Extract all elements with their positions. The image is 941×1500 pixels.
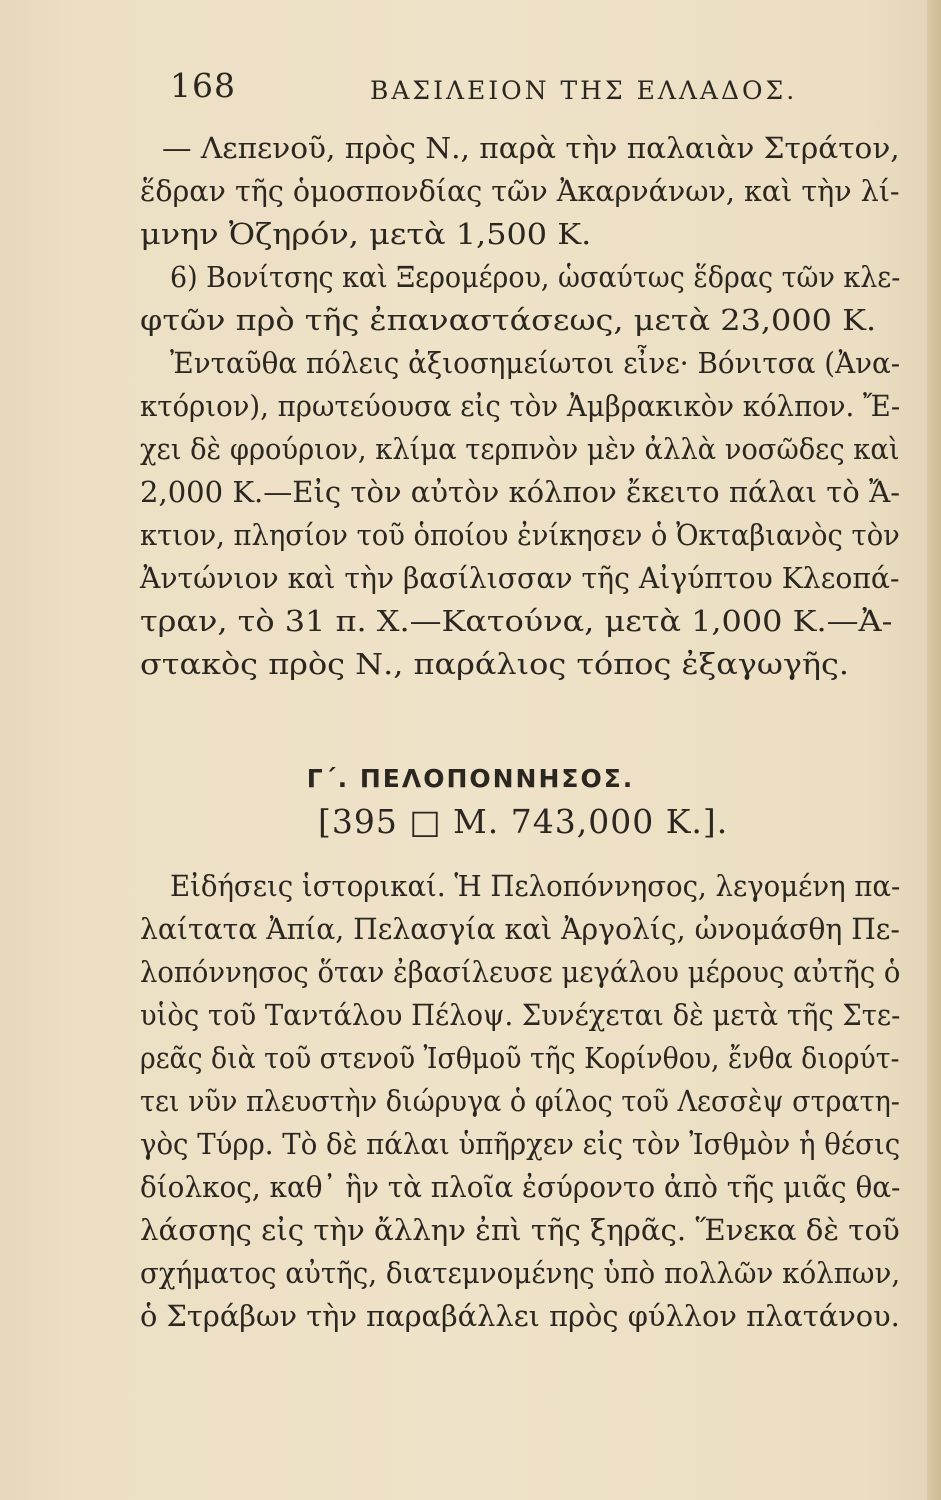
text-line: Ἐνταῦθα πόλεις ἀξιοσημείωτοι εἶνε· Βόνιτσα (Ἀνα- (170, 347, 901, 380)
text-line: κτόριον), πρωτεύουσα εἰς τὸν Ἀμβρακικὸν κόλπον. Ἔ- (140, 390, 901, 423)
section-heading: Γ΄. ΠΕΛΟΠΟΝΝΗΣΟΣ. (306, 764, 635, 793)
text-line: τραν, τὸ 31 π. Χ.—Κατούνα, μετὰ 1,000 Κ.—Ἀ- (140, 605, 893, 638)
text-line: φτῶν πρὸ τῆς ἐπαναστάσεως, μετὰ 23,000 Κ. (140, 304, 877, 337)
text-line: κτιον, πλησίον τοῦ ὁποίου ἐνίκησεν ὁ Ὀκταβιανὸς τὸν (140, 519, 900, 552)
text-line: χει δὲ φρούριον, κλίμα τερπνὸν μὲν ἀλλὰ νοσῶδες καὶ (140, 433, 900, 466)
text-line: Εἰδήσεις ἱστορικαί. Ἡ Πελοπόννησος, λεγομένη πα- (170, 870, 901, 903)
text-line: υἱὸς τοῦ Ταντάλου Πέλοψ. Συνέχεται δὲ μετὰ τῆς Στε- (140, 999, 901, 1032)
text-line: ρεᾶς διὰ τοῦ στενοῦ Ἰσθμοῦ τῆς Κορίνθου, ἔνθα διορύτ- (140, 1042, 900, 1075)
text-line: 6) Βονίτσης καὶ Ξερομέρου, ὡσαύτως ἕδρας τῶν κλε- (170, 261, 901, 294)
text-line: στακὸς πρὸς Ν., παράλιος τόπος ἐξαγωγῆς. (140, 648, 850, 681)
text-line: 2,000 Κ.—Εἰς τὸν αὐτὸν κόλπον ἔκειτο πάλαι τὸ Ἄ- (140, 476, 901, 509)
section-statistics: [395 □ Μ. 743,000 Κ.]. (318, 802, 729, 841)
page-header (170, 66, 870, 110)
text-line: δίολκος, καθ᾽ ἣν τὰ πλοῖα ἐσύροντο ἀπὸ τῆς μιᾶς θα- (140, 1171, 901, 1204)
text-line: ὁ Στράβων τὴν παραβάλλει πρὸς φύλλον πλατάνου. (140, 1300, 900, 1333)
text-line: Ἀντώνιον καὶ τὴν βασίλισσαν τῆς Αἰγύπτου Κλεοπά- (140, 562, 900, 595)
text-line: λοπόννησος ὅταν ἐβασίλευσε μεγάλου μέρους αὐτῆς ὁ (140, 956, 901, 989)
text-line: μνην Ὀζηρόν, μετὰ 1,500 Κ. (140, 218, 592, 251)
text-line: ἕδραν τῆς ὁμοσπονδίας τῶν Ἀκαρνάνων, καὶ τὴν λί- (140, 175, 900, 208)
text-line: λάσσης εἰς τὴν ἄλλην ἐπὶ τῆς ξηρᾶς. Ἕνεκα δὲ τοῦ (140, 1214, 900, 1247)
running-title: ΒΑΣΙΛΕΙΟΝ ΤΗΣ ΕΛΛΑΔΟΣ. (370, 76, 798, 105)
page-edge (927, 0, 941, 1500)
text-line: λαίτατα Ἀπία, Πελασγία καὶ Ἀργολίς, ὠνομάσθη Πε- (140, 913, 900, 946)
text-line: — Λεπενοῦ, πρὸς Ν., παρὰ τὴν παλαιὰν Στράτον, (162, 132, 900, 165)
text-line: σχήματος αὐτῆς, διατεμνομένης ὑπὸ πολλῶν κόλπων, (140, 1257, 901, 1290)
text-line: γὸς Τύρρ. Τὸ δὲ πάλαι ὑπῆρχεν εἰς τὸν Ἰσθμὸν ἡ θέσις (140, 1128, 901, 1161)
page-number: 168 (170, 66, 236, 105)
text-line: τει νῦν πλευστὴν διώρυγα ὁ φίλος τοῦ Λεσσὲψ στρατη- (140, 1085, 900, 1118)
